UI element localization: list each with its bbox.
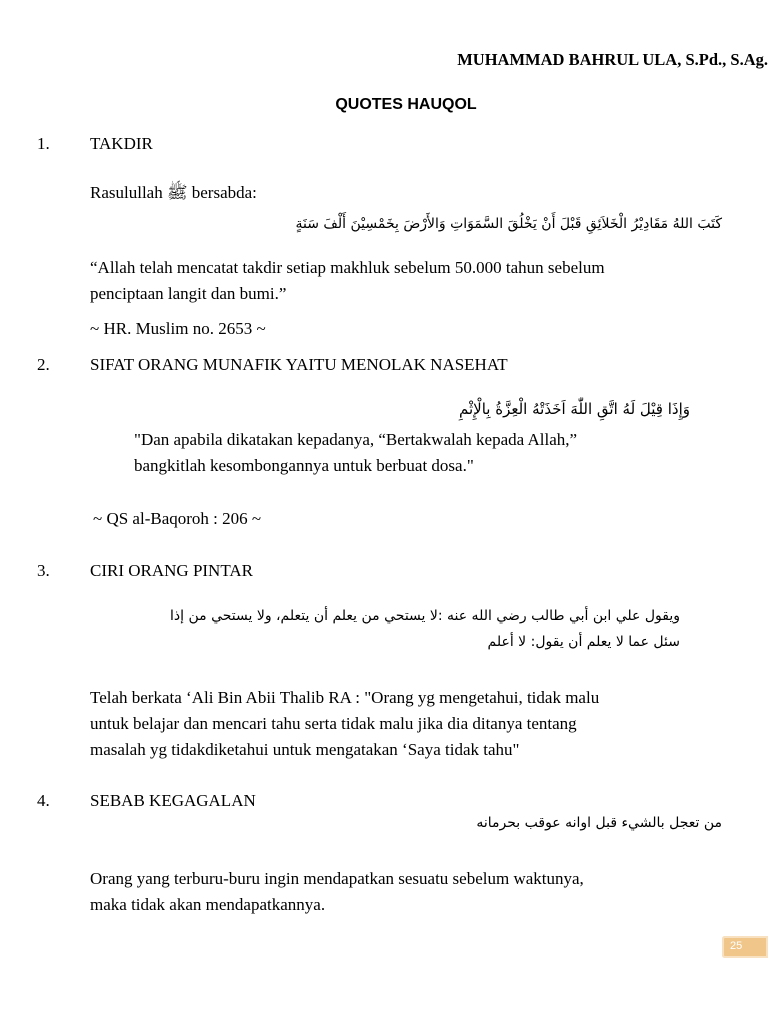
section-2-reference: ~ QS al-Baqoroh : 206 ~ xyxy=(93,509,262,528)
section-1-number: 1. xyxy=(37,134,50,153)
section-2-arabic: وَإِذَا قِيْلَ لَهُ اتَّقِ اللّٰهَ اَخَذَتْهُ الْعِزَّةُ بِالْإِثْمِ xyxy=(459,400,690,418)
section-1-reference: ~ HR. Muslim no. 2653 ~ xyxy=(90,319,266,338)
section-1-translation-line-1: “Allah telah mencatat takdir setiap makhluk sebelum 50.000 tahun sebelum xyxy=(90,258,605,277)
section-2-heading: SIFAT ORANG MUNAFIK YAITU MENOLAK NASEHAT xyxy=(90,355,508,374)
section-1-heading: TAKDIR xyxy=(90,134,153,153)
document-title: QUOTES HAUQOL xyxy=(335,96,477,113)
section-2-translation-line-1: "Dan apabila dikatakan kepadanya, “Bertakwalah kepada Allah,” xyxy=(134,430,578,449)
section-2-translation-line-2: bangkitlah kesombongannya untuk berbuat dosa." xyxy=(134,456,474,475)
section-3-number: 3. xyxy=(37,561,50,580)
page-number: 25 xyxy=(730,940,743,952)
section-3-arabic-line-2: سئل عما لا يعلم أن يقول: لا أعلم xyxy=(487,634,680,650)
section-3-arabic-line-1: ويقول علي ابن أبي طالب رضي الله عنه :لا يستحي من يعلم أن يتعلم، ولا يستحي من إذا xyxy=(170,608,680,624)
section-3-translation-line-1: Telah berkata ‘Ali Bin Abii Thalib RA : "Orang yg mengetahui, tidak malu xyxy=(90,688,600,707)
section-4-translation-line-1: Orang yang terburu-buru ingin mendapatkan sesuatu sebelum waktunya, xyxy=(90,869,584,888)
section-4-heading: SEBAB KEGAGALAN xyxy=(90,791,256,810)
author-name: MUHAMMAD BAHRUL ULA, S.Pd., S.Ag. xyxy=(457,50,768,69)
section-3-translation-line-3: masalah yg tidakdiketahui untuk mengatakan ‘Saya tidak tahu" xyxy=(90,740,520,759)
section-4-arabic: من تعجل بالشيء قبل اوانه عوقب بحرمانه xyxy=(476,815,722,831)
section-3-translation-line-2: untuk belajar dan mencari tahu serta tidak malu jika dia ditanya tentang xyxy=(90,714,577,733)
page-number-badge xyxy=(722,936,768,958)
section-4-translation-line-2: maka tidak akan mendapatkannya. xyxy=(90,895,326,914)
section-1-intro: Rasulullah ﷺ bersabda: xyxy=(90,183,257,202)
section-3-heading: CIRI ORANG PINTAR xyxy=(90,561,253,580)
section-2-number: 2. xyxy=(37,355,50,374)
section-1-translation-line-2: penciptaan langit dan bumi.” xyxy=(90,284,287,303)
section-4-number: 4. xyxy=(37,791,50,810)
section-1-arabic: كَتَبَ اللهُ مَقَادِيْرُ الْخَلاَئِقِ قَبْلَ أَنْ يَخْلُقَ السَّمَوَاتِ وَالأَرْضَ بِخَمْسِيْنَ أَلْفَ سَنَةٍ xyxy=(295,216,722,232)
